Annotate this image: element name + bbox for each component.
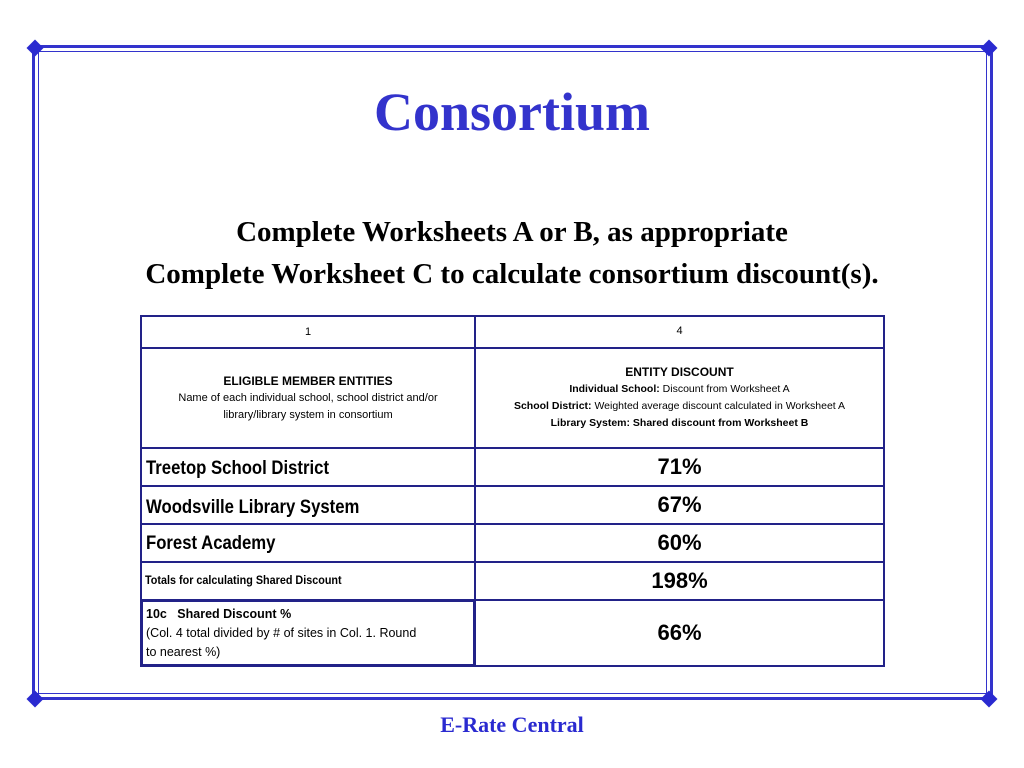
frame-top-outer	[34, 45, 992, 48]
entity-name-cell	[146, 533, 472, 563]
col4-header-title: ENTITY DISCOUNT	[625, 365, 734, 379]
col4-header-line-1-text: Discount from Worksheet A	[659, 383, 790, 395]
shared-discount-desc-2: to nearest %)	[146, 645, 221, 659]
frame-left-outer	[32, 48, 35, 700]
shared-discount-desc-1: (Col. 4 total divided by # of sites in Col. 1. Round	[146, 626, 417, 640]
entity-discount: 67%	[657, 492, 702, 517]
footer-brand: E-Rate Central	[440, 712, 584, 737]
col1-header-title: ELIGIBLE MEMBER ENTITIES	[223, 373, 393, 388]
slide-title: Consortium	[373, 82, 650, 142]
col4-header-line-3: Library System: Shared discount from Worksheet B	[550, 417, 809, 429]
col1-header-desc-1: Name of each individual school, school district and/or	[178, 391, 438, 404]
col4-header-line-1	[569, 381, 789, 398]
entity-name: Forest Academy	[146, 533, 276, 554]
shared-discount-value: 66%	[657, 620, 702, 645]
col4-header	[476, 349, 883, 447]
entity-name-cell	[146, 458, 472, 488]
totals-label-cell	[145, 571, 475, 591]
subtitle-line-1: Complete Worksheets A or B, as appropriate	[236, 216, 788, 248]
entity-name: Treetop School District	[146, 458, 330, 479]
frame-left-inner	[38, 48, 39, 700]
col4-header-line-1-label: Individual School:	[569, 383, 660, 395]
column-number-1: 1	[304, 325, 312, 338]
col1-header	[142, 349, 474, 447]
frame-bottom-inner	[34, 693, 992, 694]
entity-discount: 71%	[657, 454, 702, 479]
frame-right-inner	[986, 48, 987, 700]
totals-value: 198%	[651, 568, 708, 593]
subtitle-line-2: Complete Worksheet C to calculate consortium discount(s).	[145, 258, 879, 290]
entity-name-cell	[146, 497, 472, 527]
entity-discount: 60%	[657, 530, 702, 555]
col4-header-line-2-label: School District:	[513, 400, 592, 412]
shared-discount-label-cell	[142, 601, 474, 665]
worksheet-c-table	[140, 315, 885, 667]
column-number-4: 4	[676, 324, 683, 337]
entity-name: Woodsville Library System	[146, 497, 360, 518]
corner-diamond-icon	[981, 40, 998, 57]
frame-right-outer	[990, 48, 993, 700]
corner-diamond-icon	[27, 40, 44, 57]
col1-header-desc-2: library/library system in consortium	[223, 408, 393, 421]
totals-label: Totals for calculating Shared Discount	[145, 573, 342, 587]
col4-header-line-2	[514, 398, 845, 415]
shared-discount-label: 10c Shared Discount %	[146, 607, 292, 621]
frame-bottom-outer	[34, 697, 992, 700]
frame-top-inner	[34, 51, 992, 52]
col4-header-line-2-text: Weighted average discount calculated in Worksheet A	[591, 400, 846, 412]
